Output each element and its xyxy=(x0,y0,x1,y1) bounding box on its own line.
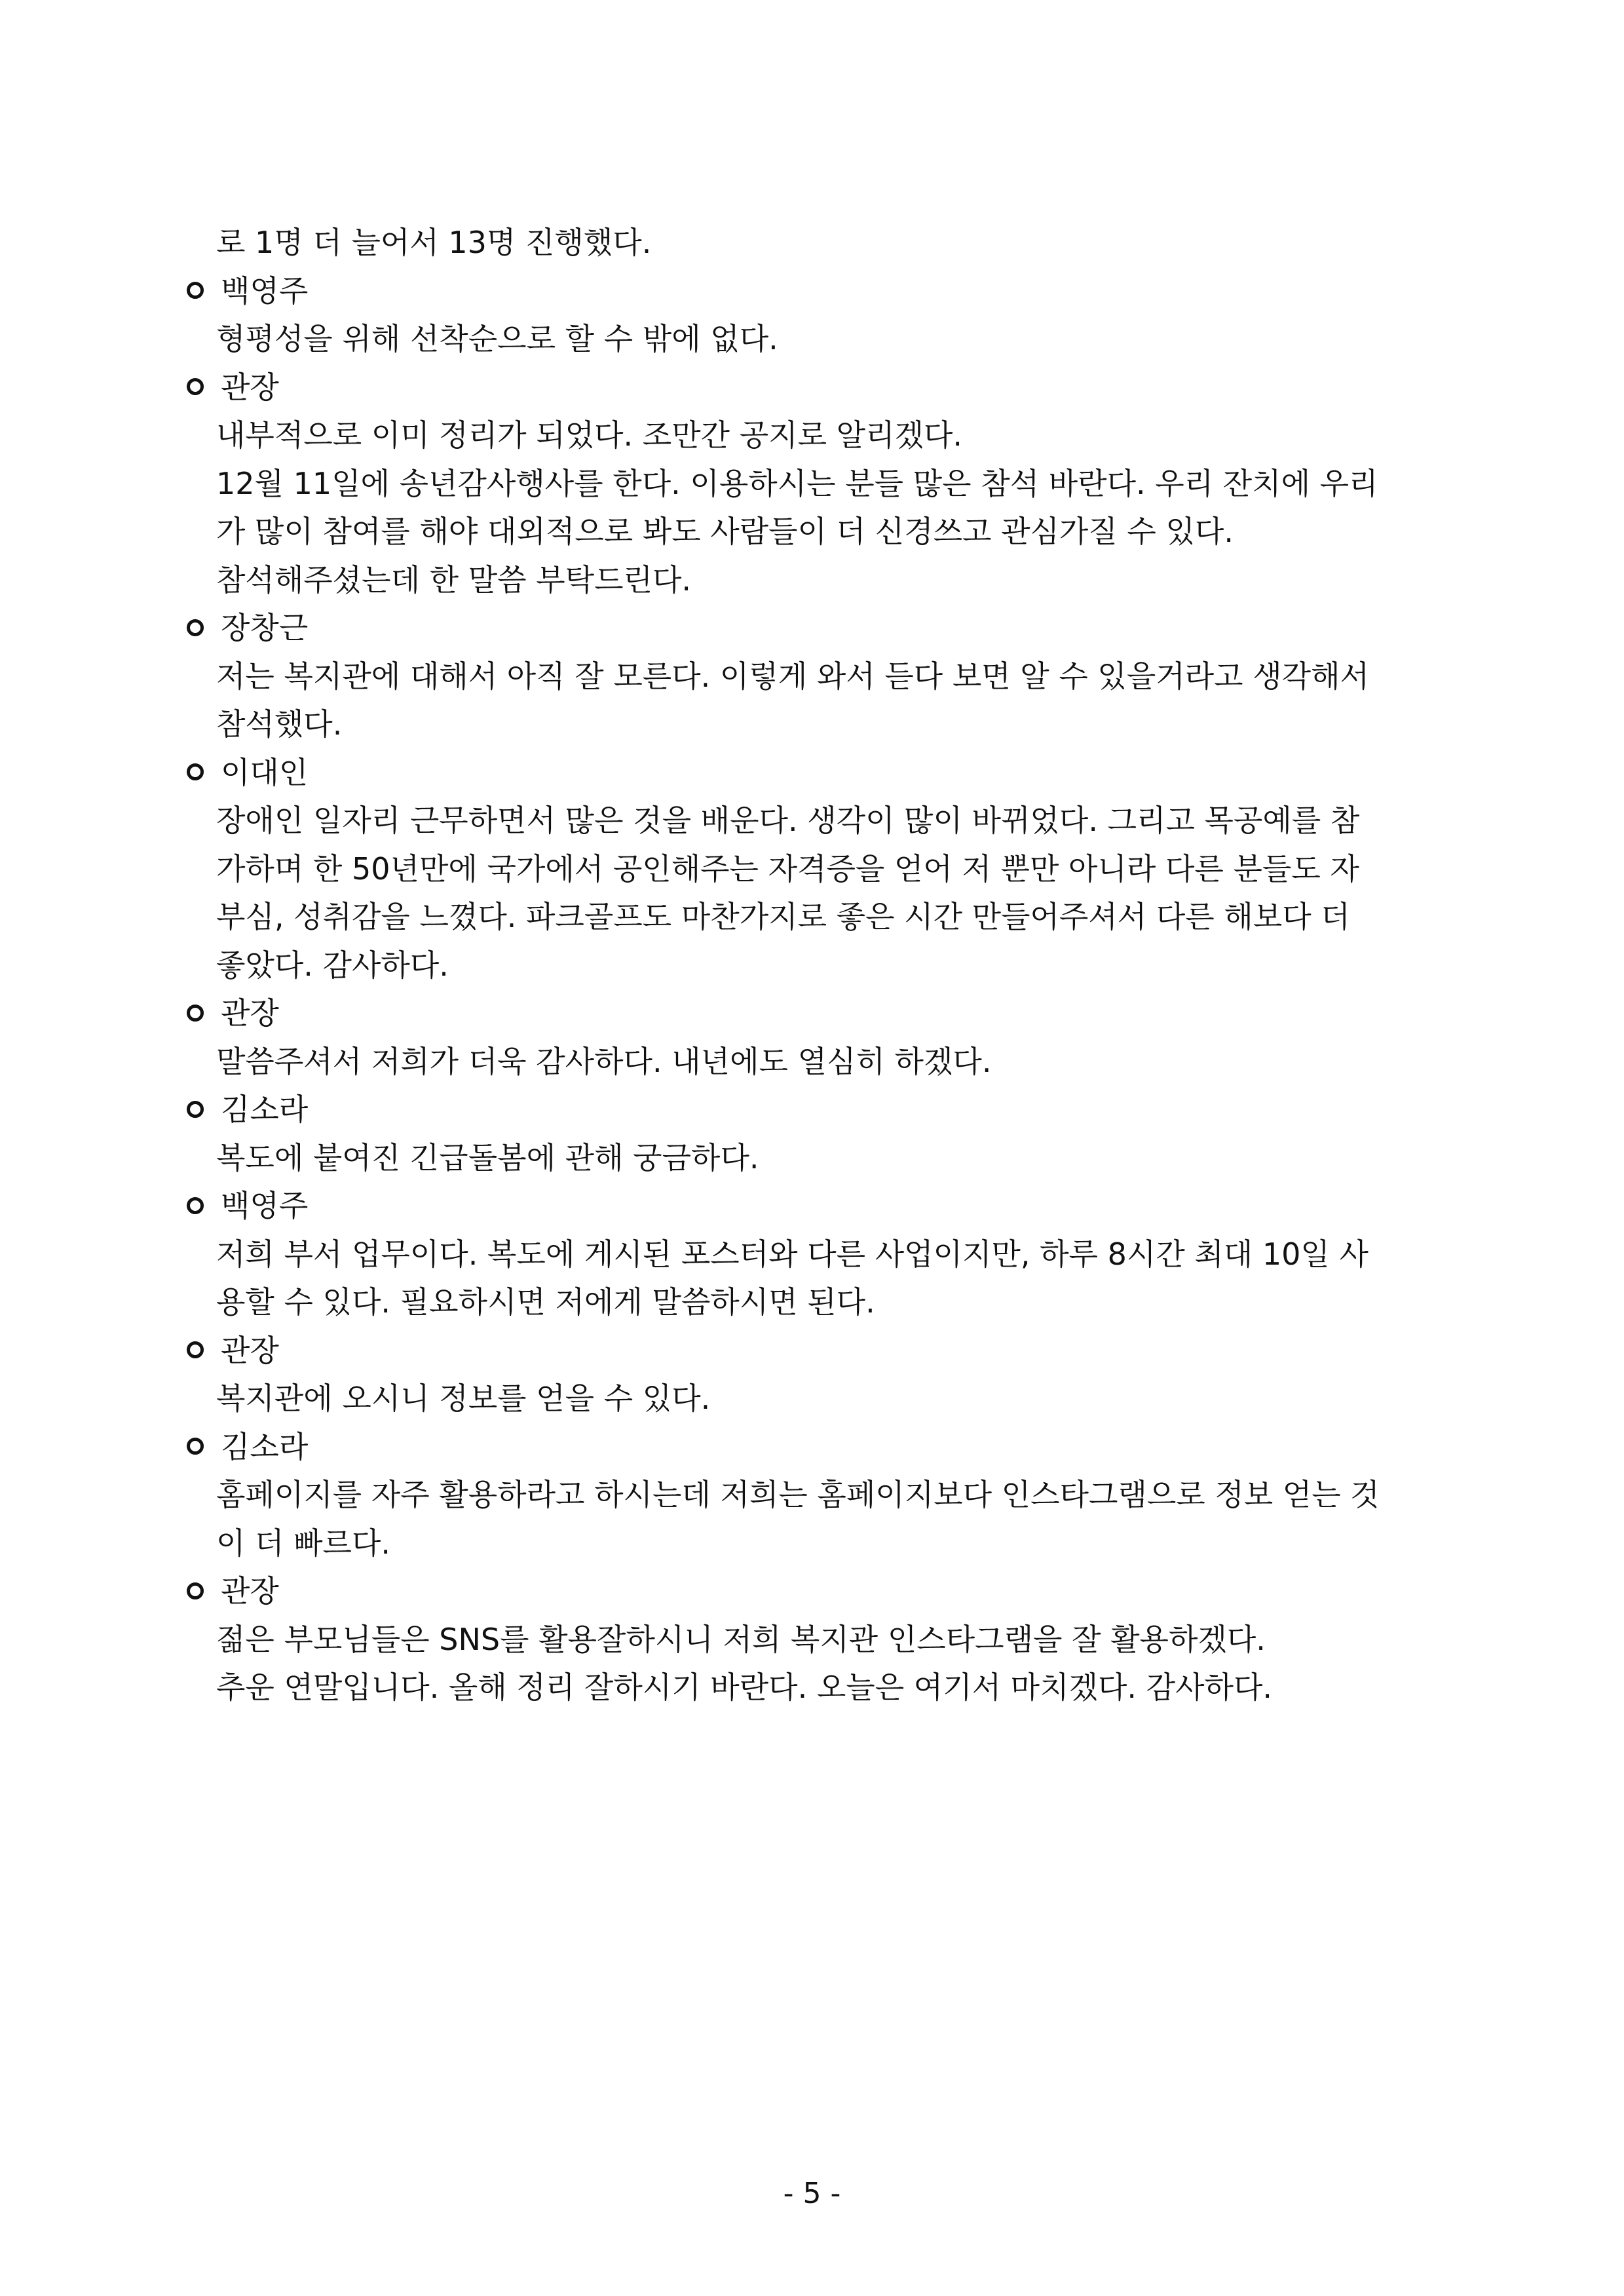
circle-bullet-icon xyxy=(187,763,204,780)
statement-line: 말씀주셔서 저희가 더욱 감사하다. 내년에도 열심히 하겠다. xyxy=(216,1043,992,1079)
statement-line: 참석해주셨는데 한 말씀 부탁드린다. xyxy=(216,562,692,598)
statement-line: 내부적으로 이미 정리가 되었다. 조만간 공지로 알리겠다. xyxy=(216,417,963,453)
statement-line: 저는 복지관에 대해서 아직 잘 모른다. 이렇게 와서 듣다 보면 알 수 있을거라고 생각해서 xyxy=(216,658,1369,694)
speaker-name: 관장 xyxy=(221,995,279,1031)
speaker-heading xyxy=(187,608,308,647)
speaker-heading xyxy=(187,1427,308,1466)
speaker-name: 백영주 xyxy=(221,1188,309,1223)
statement-line: 복도에 붙여진 긴급돌봄에 관해 궁금하다. xyxy=(216,1139,759,1176)
circle-bullet-icon xyxy=(187,282,204,299)
statement-line: 홈페이지를 자주 활용하라고 하시는데 저희는 홈페이지보다 인스타그램으로 정보 얻는 것 xyxy=(216,1477,1380,1512)
speaker-heading xyxy=(187,368,279,407)
statement-line: 추운 연말입니다. 올해 정리 잘하시기 바란다. 오늘은 여기서 마치겠다. 감사하다. xyxy=(216,1670,1273,1705)
circle-bullet-icon xyxy=(187,1341,204,1358)
circle-bullet-icon xyxy=(187,1004,204,1022)
speaker-name: 이대인 xyxy=(221,754,309,790)
speaker-heading xyxy=(187,271,308,311)
speaker-name: 관장 xyxy=(221,1573,279,1609)
statement-line: 이 더 빠르다. xyxy=(216,1525,391,1561)
statement-line: 가 많이 참여를 해야 대외적으로 봐도 사람들이 더 신경쓰고 관심가질 수 있다. xyxy=(216,514,1234,549)
statement-line: 젊은 부모님들은 SNS를 활용잘하시니 저희 복지관 인스타그램을 잘 활용하겠다. xyxy=(216,1621,1266,1657)
statement-line: 참석했다. xyxy=(216,706,343,742)
circle-bullet-icon xyxy=(187,1197,204,1214)
statement-line: 12월 11일에 송년감사행사를 한다. 이용하시는 분들 많은 참석 바란다. 우리 잔치에 우리 xyxy=(216,465,1378,501)
statement-line: 로 1명 더 늘어서 13명 진행했다. xyxy=(216,225,652,260)
statement-line: 용할 수 있다. 필요하시면 저에게 말씀하시면 된다. xyxy=(216,1284,875,1320)
statement-line: 복지관에 오시니 정보를 얻을 수 있다. xyxy=(216,1381,711,1416)
circle-bullet-icon xyxy=(187,378,204,395)
statement-line: 저희 부서 업무이다. 복도에 게시된 포스터와 다른 사업이지만, 하루 8시간 최대 10일 사 xyxy=(216,1236,1369,1272)
statement-line: 형평성을 위해 선착순으로 할 수 밖에 없다. xyxy=(216,321,778,356)
circle-bullet-icon xyxy=(187,1438,204,1455)
circle-bullet-icon xyxy=(187,1582,204,1599)
statement-line: 장애인 일자리 근무하면서 많은 것을 배운다. 생각이 많이 바뀌었다. 그리고 목공예를 참 xyxy=(216,803,1360,838)
statement-line: 부심, 성취감을 느꼈다. 파크골프도 마찬가지로 좋은 시간 만들어주셔서 다른 해보다 더 xyxy=(216,899,1350,934)
circle-bullet-icon xyxy=(187,619,204,636)
page-number: - 5 - xyxy=(783,2177,841,2210)
statement-line: 가하며 한 50년만에 국가에서 공인해주는 자격증을 얻어 저 뿐만 아니라 다른 분들도 자 xyxy=(216,851,1359,887)
speaker-name: 관장 xyxy=(221,1332,279,1368)
speaker-name: 백영주 xyxy=(221,273,309,309)
statement-line: 좋았다. 감사하다. xyxy=(216,947,449,983)
speaker-heading xyxy=(187,1186,308,1225)
speaker-heading xyxy=(187,753,308,792)
speaker-heading xyxy=(187,1331,279,1370)
speaker-heading xyxy=(187,1090,308,1129)
speaker-heading xyxy=(187,993,279,1033)
speaker-name: 김소라 xyxy=(221,1092,309,1127)
speaker-heading xyxy=(187,1571,279,1611)
speaker-name: 김소라 xyxy=(221,1428,309,1464)
speaker-name: 장창근 xyxy=(221,610,309,645)
speaker-name: 관장 xyxy=(221,369,279,405)
circle-bullet-icon xyxy=(187,1101,204,1118)
